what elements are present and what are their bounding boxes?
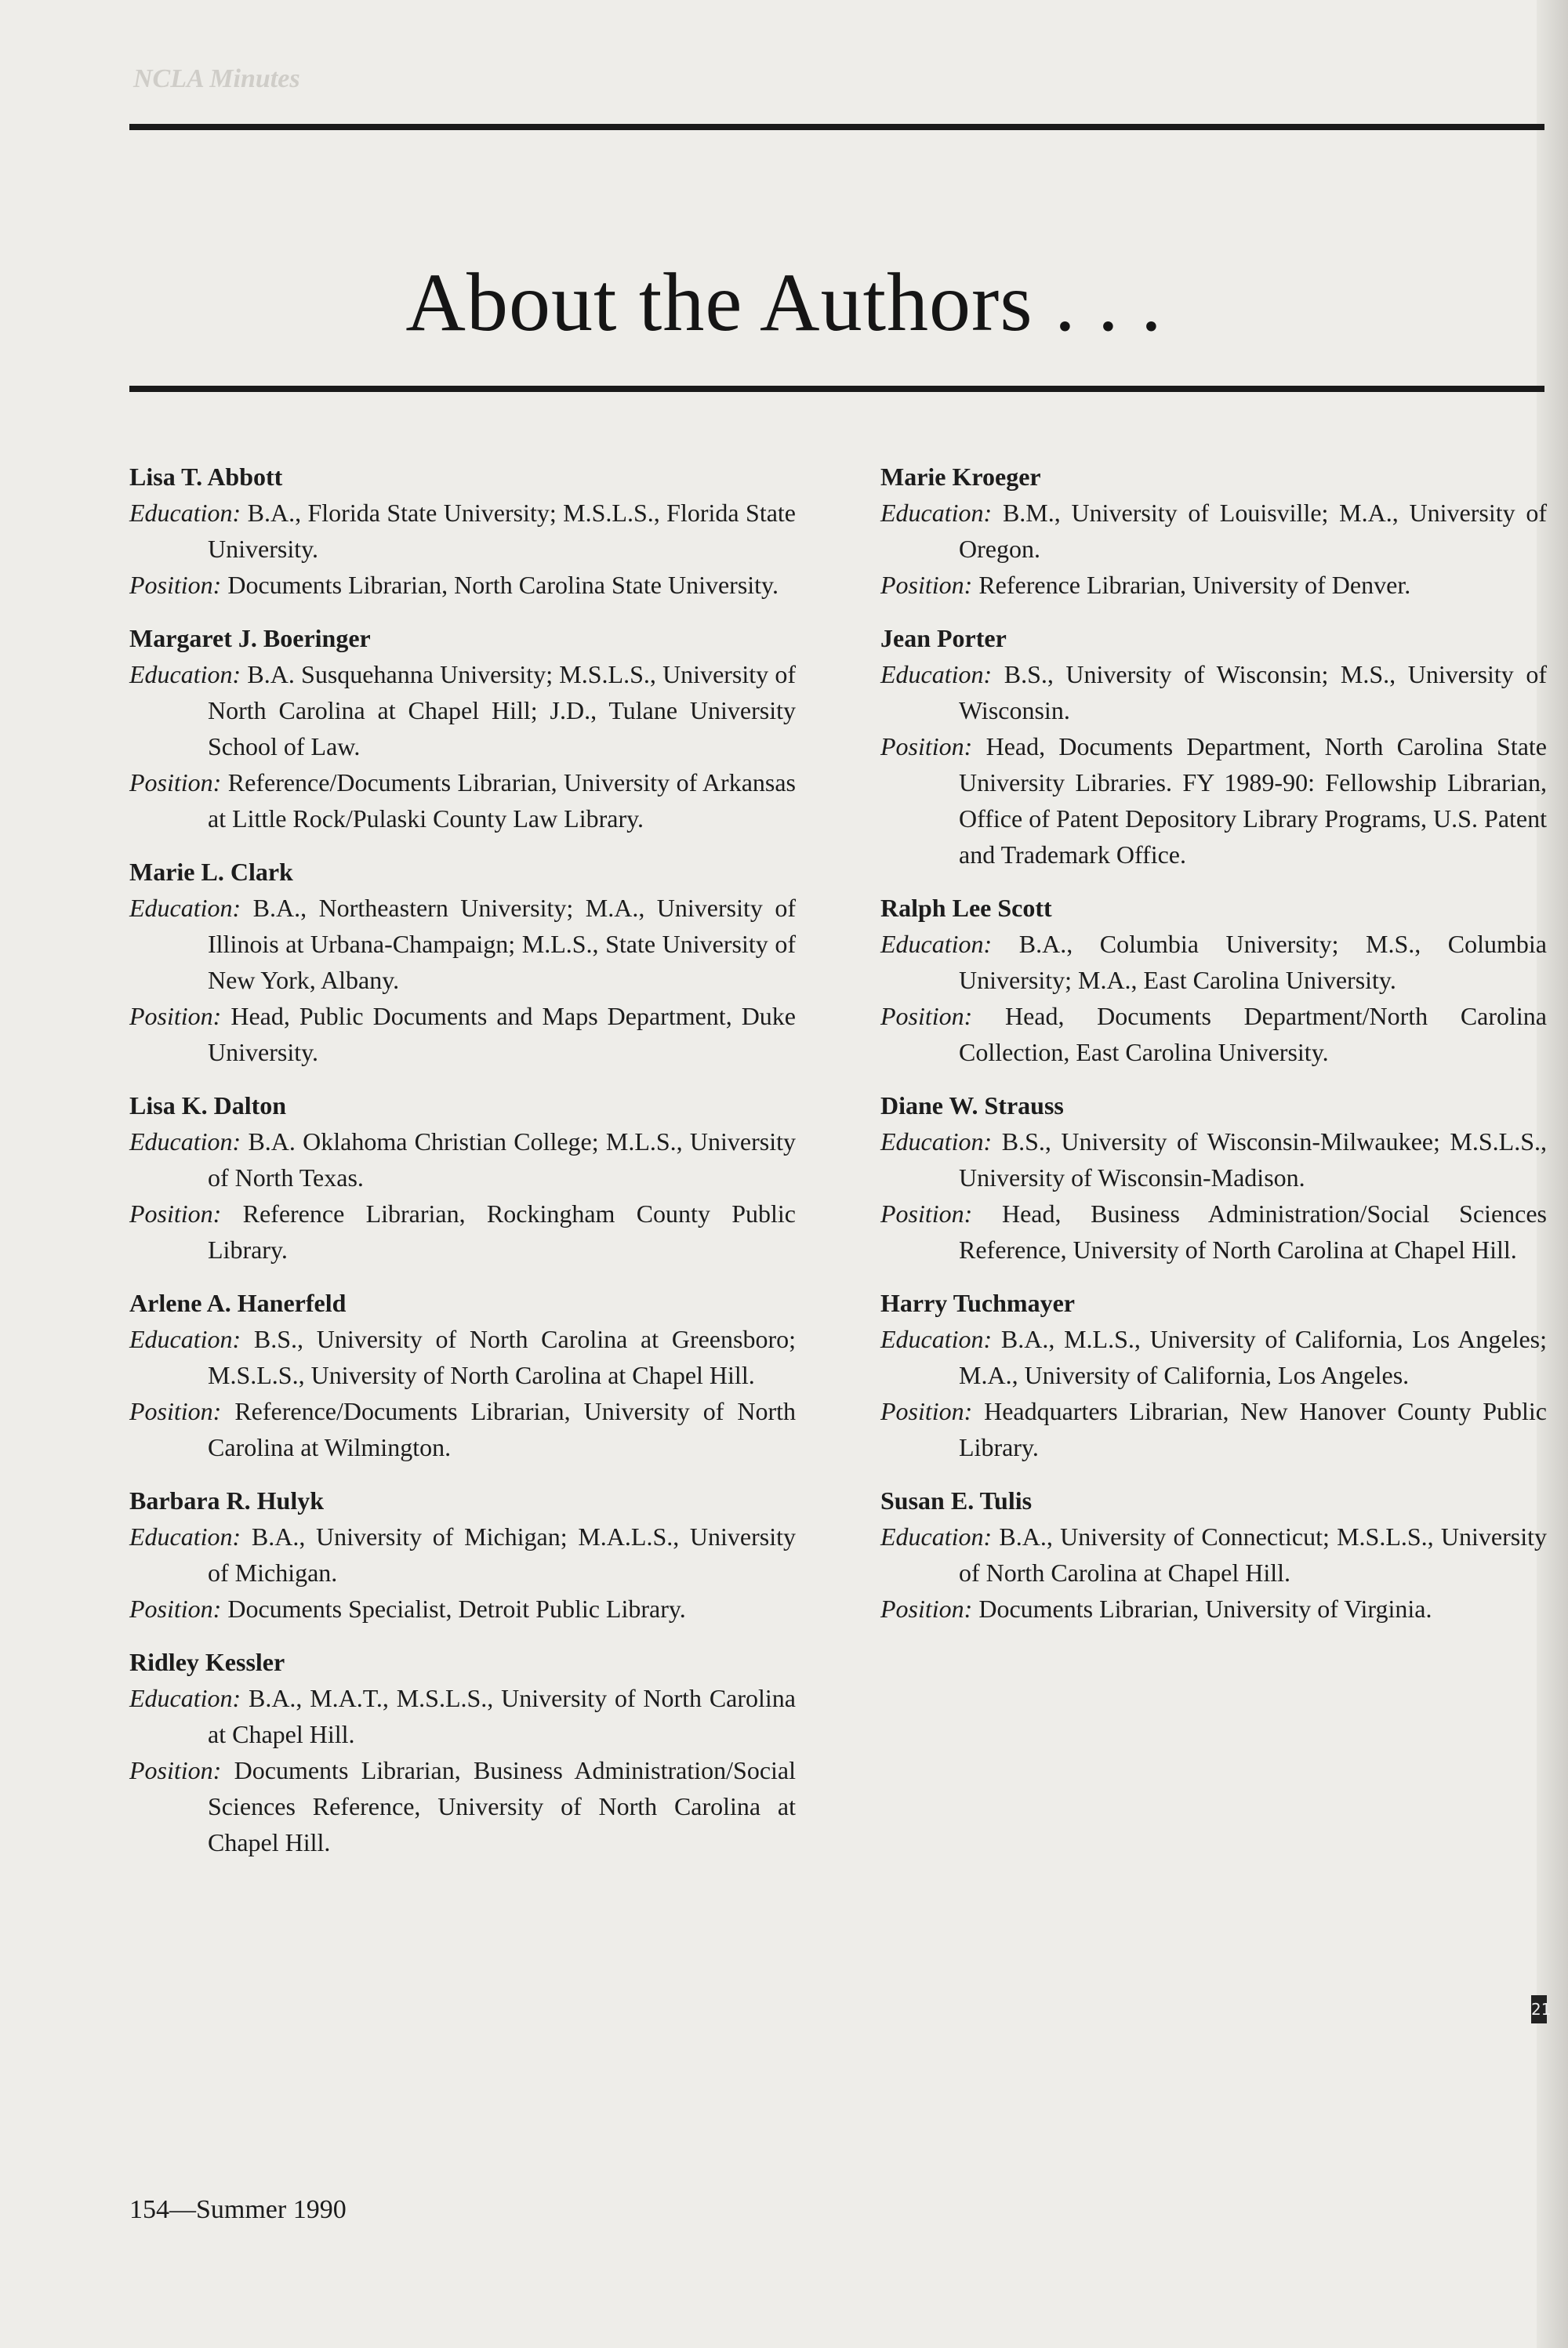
author-education [880, 656, 1547, 728]
author-entry [880, 1482, 1547, 1627]
author-entry [129, 1087, 796, 1268]
author-name: Jean Porter [880, 624, 1007, 652]
author-education [129, 1680, 796, 1752]
author-education-label: Education: [129, 660, 241, 688]
author-education-label: Education: [129, 1684, 241, 1712]
author-position [129, 1752, 796, 1860]
author-position-label: Position: [880, 1595, 973, 1623]
author-education-label: Education: [880, 930, 993, 958]
author-name: Susan E. Tulis [880, 1486, 1033, 1515]
author-education-label: Education: [129, 894, 241, 922]
author-name: Arlene A. Hanerfeld [129, 1289, 347, 1317]
author-entry [129, 620, 796, 836]
author-education-label: Education: [129, 1522, 241, 1551]
authors-right-column [880, 459, 1547, 1644]
author-education [129, 1321, 796, 1393]
author-position-label: Position: [129, 1595, 222, 1623]
author-name: Barbara R. Hulyk [129, 1486, 325, 1515]
author-position-text: Reference/Documents Librarian, University of Arkansas at Little Rock/Pulaski County Law Library. [208, 768, 797, 833]
author-education-text: B.M., University of Louisville; M.A., University of Oregon. [959, 499, 1548, 563]
authors-left-column [129, 459, 796, 1878]
author-position-label: Position: [129, 1397, 222, 1425]
author-education-label: Education: [880, 1522, 993, 1551]
author-position [880, 1393, 1547, 1465]
author-education-text: B.S., University of Wisconsin-Milwaukee; M.S.L.S., University of Wisconsin-Madison. [959, 1127, 1548, 1192]
author-education-label: Education: [880, 499, 993, 527]
author-education-text: B.A., University of Michigan; M.A.L.S., University of Michigan. [208, 1522, 797, 1587]
author-education [880, 1123, 1547, 1196]
author-entry [129, 854, 796, 1070]
author-education-label: Education: [880, 660, 993, 688]
author-entry [880, 890, 1547, 1070]
author-education-label: Education: [880, 1325, 993, 1353]
author-position-label: Position: [129, 1002, 222, 1030]
author-education-text: B.A., Florida State University; M.S.L.S., Florida State University. [208, 499, 797, 563]
author-position-label: Position: [129, 1756, 222, 1784]
author-education-label: Education: [129, 1325, 241, 1353]
author-education [129, 1123, 796, 1196]
author-name: Diane W. Strauss [880, 1091, 1064, 1120]
author-position [129, 1196, 796, 1268]
author-position-label: Position: [129, 768, 222, 797]
author-position-label: Position: [880, 732, 973, 760]
title-rule-bottom [129, 386, 1544, 392]
author-education [129, 495, 796, 567]
author-name: Ralph Lee Scott [880, 894, 1052, 922]
author-education-text: B.A. Susquehanna University; M.S.L.S., University of North Carolina at Chapel Hill; J.D., Tulane University School of Law. [208, 660, 797, 760]
author-education-label: Education: [129, 499, 241, 527]
author-name: Marie L. Clark [129, 858, 293, 886]
author-education-text: B.A. Oklahoma Christian College; M.L.S., University of North Texas. [208, 1127, 797, 1192]
author-position-text: Documents Librarian, Business Administration/Social Sciences Reference, University of North Carolina at Chapel Hill. [208, 1756, 797, 1856]
author-name: Lisa T. Abbott [129, 463, 283, 491]
author-entry [129, 1482, 796, 1627]
author-entry [880, 1087, 1547, 1268]
author-education [880, 1519, 1547, 1591]
author-position-text: Head, Documents Department, North Carolina State University Libraries. FY 1989-90: Fellowship Librarian, Office of Patent Depository Library Programs, U.S. Patent and Trademark Office. [959, 732, 1548, 869]
author-education-text: B.A., M.L.S., University of California, Los Angeles; M.A., University of California, Los Angeles. [959, 1325, 1548, 1389]
author-position-text: Reference Librarian, University of Denver. [978, 571, 1411, 599]
author-education-text: B.A., Columbia University; M.S., Columbia University; M.A., East Carolina University. [959, 930, 1548, 994]
author-position [880, 1591, 1547, 1627]
title-rule-top [129, 124, 1544, 130]
author-education [880, 1321, 1547, 1393]
author-position-text: Reference/Documents Librarian, University of North Carolina at Wilmington. [208, 1397, 797, 1461]
author-education-text: B.A., University of Connecticut; M.S.L.S., University of North Carolina at Chapel Hill. [959, 1522, 1547, 1587]
author-education-label: Education: [880, 1127, 993, 1156]
author-position-label: Position: [880, 1397, 973, 1425]
author-position-text: Documents Librarian, North Carolina State University. [227, 571, 779, 599]
author-entry [880, 620, 1547, 873]
author-education-text: B.A., Northeastern University; M.A., University of Illinois at Urbana-Champaign; M.L.S., State University of New York, Albany. [208, 894, 797, 994]
author-education [129, 890, 796, 998]
page-title: About the Authors . . . [405, 256, 1163, 349]
author-position-text: Reference Librarian, Rockingham County Public Library. [208, 1199, 796, 1264]
author-name: Lisa K. Dalton [129, 1091, 287, 1120]
author-name: Ridley Kessler [129, 1648, 285, 1676]
author-education-label: Education: [129, 1127, 241, 1156]
author-name: Marie Kroeger [880, 463, 1041, 491]
author-position-label: Position: [880, 1199, 973, 1228]
author-position-text: Head, Public Documents and Maps Department, Duke University. [208, 1002, 797, 1066]
author-entry [129, 1285, 796, 1465]
author-position [880, 728, 1547, 873]
author-education [880, 495, 1547, 567]
author-position-label: Position: [880, 1002, 973, 1030]
author-entry [880, 1285, 1547, 1465]
author-position [129, 998, 796, 1070]
author-position-label: Position: [129, 1199, 222, 1228]
author-education-text: B.S., University of Wisconsin; M.S., University of Wisconsin. [959, 660, 1548, 724]
author-name: Harry Tuchmayer [880, 1289, 1075, 1317]
author-position [880, 998, 1547, 1070]
author-entry [129, 459, 796, 603]
author-education [880, 926, 1547, 998]
author-education-text: B.A., M.A.T., M.S.L.S., University of North Carolina at Chapel Hill. [208, 1684, 797, 1748]
running-head: NCLA Minutes [133, 64, 300, 93]
author-entry [880, 459, 1547, 603]
page-footer: 154—Summer 1990 [129, 2195, 347, 2224]
author-position-text: Head, Business Administration/Social Sciences Reference, University of North Carolina at Chapel Hill. [959, 1199, 1548, 1264]
author-entry [129, 1644, 796, 1860]
author-position [129, 1591, 796, 1627]
author-position-text: Documents Librarian, University of Virginia. [978, 1595, 1432, 1623]
author-position [129, 764, 796, 836]
author-position [129, 1393, 796, 1465]
author-education [129, 1519, 796, 1591]
author-name: Margaret J. Boeringer [129, 624, 371, 652]
author-position [880, 1196, 1547, 1268]
author-position-label: Position: [129, 571, 222, 599]
author-position-text: Documents Specialist, Detroit Public Library. [227, 1595, 686, 1623]
author-position-label: Position: [880, 571, 973, 599]
author-position [129, 567, 796, 603]
author-position-text: Head, Documents Department/North Carolina Collection, East Carolina University. [959, 1002, 1547, 1066]
author-education [129, 656, 796, 764]
side-mark: 21 [1531, 1995, 1547, 2023]
author-education-text: B.S., University of North Carolina at Greensboro; M.S.L.S., University of North Carolina at Chapel Hill. [208, 1325, 796, 1389]
author-position [880, 567, 1547, 603]
author-position-text: Headquarters Librarian, New Hanover County Public Library. [959, 1397, 1548, 1461]
